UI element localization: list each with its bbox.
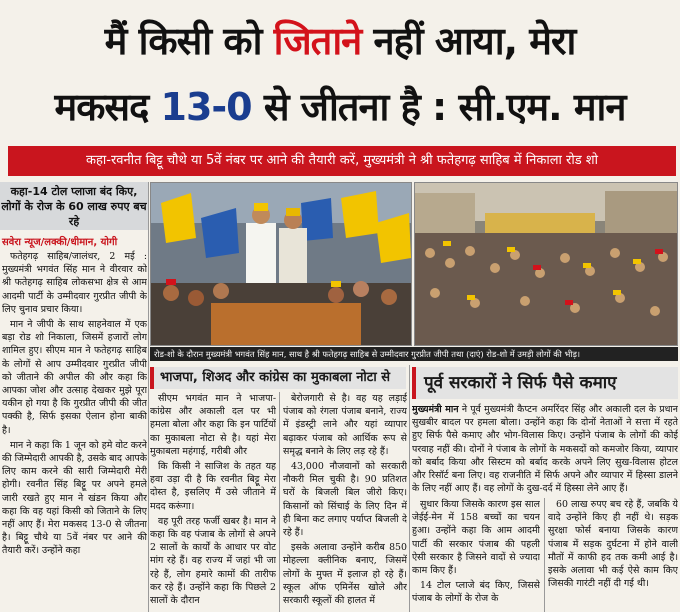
paragraph: सीएम भगवंत मान ने भाजपा-कांग्रेस और अकाली दल पर भी हमला बोला और कहा कि इन पार्टियों का मुकाबला नोटा से है। यहां मेरा मुकाबला महंगाई, गरीबी और	[150, 393, 276, 457]
lead-in: मुख्यमंत्री मान	[412, 404, 459, 415]
paragraph: वह पूरी तरह फर्जी खबर है। मान ने कहा कि वह पंजाब के लोगों से अपने 2 सालों के कार्यों के आधार पर वोट मांग रहे हैं। वह राज्य में जहां भी जा रहे हैं, लोग हमारे कामों की तारीफ कर रहे हैं। उन्होंने कहा कि पिछले 2 सालों के दौरान	[150, 515, 276, 607]
headline-part: से जीतना है : सी.एम. मान	[251, 85, 626, 129]
headline-part: नहीं आया, मेरा	[361, 19, 576, 63]
section1-column-b	[283, 392, 407, 612]
section2-column-b	[548, 498, 678, 612]
subheadline-bar: कहा-रवनीत बिट्टू चौथे या 5वें नंबर पर आने की तैयारी करें, मुख्यमंत्री ने श्री फतेहगढ़ साहिब में निकाला रोड शो	[8, 146, 676, 176]
section-heading-previous-governments: पूर्व सरकारों ने सिर्फ पैसे कमाए	[412, 367, 678, 399]
paragraph: 60 लाख रुपए बच रहे हैं, जबकि ये वादे उन्होंने किए ही नहीं थे। सड़क सुरक्षा फोर्स बनाया जिसके कारण पंजाब में सड़क दुर्घटना में होने वाली मौतों में काफी हद तक कमी आई है। इसके अलावा भी कई ऐसे काम किए जिसकी गारंटी नहीं दी गई थी।	[548, 499, 678, 590]
roadshow-photo-graphic	[151, 183, 412, 346]
paragraph: कि किसी ने साजिश के तहत यह हवा उड़ा दी है कि रवनीत बिट्टू मेरा दोस्त है, इसलिए मैं उसे जीताने में मदद करूंगा।	[150, 461, 276, 512]
paragraph: मान ने कहा कि 1 जून को हमे वोट करने की जिम्मेदारी आपकी है, उसके बाद आपके लिए काम करने की सारी जिम्मेदारी मेरी होगी। रवनीत सिंह बिट्टू पर अपने हमले जारी रखते हुए मान ने खंडन किया और कहा कि वह यहां किसी को जिताने के लिए नहीं आए हैं। मेरा मकसद 13-0 से जीतना है। बिट्टू चौथे या 5वें नंबर पर आने की तैयारी करें। उन्होंने कहा	[2, 439, 147, 557]
headline-highlight-blue: 13-0	[160, 85, 252, 129]
paragraph: इसके अलावा उन्होंने करीब 850 मोहल्ला क्लीनिक बनाए, जिसमें लोगों के मुफ्त में इलाज हो रहे हैं। स्कूल ऑफ एमिनेंस खोले और सरकारी स्कूलों की हालत में	[283, 542, 407, 607]
photo-roadshow-crowd	[414, 182, 678, 346]
section2-intro	[412, 403, 678, 495]
photo-roadshow-cm	[150, 182, 412, 346]
paragraph: 14 टोल प्लाजे बंद किए, जिससे पंजाब के लोगों के रोज के	[412, 580, 540, 605]
headline-part: मैं किसी को	[104, 19, 274, 63]
column-divider	[409, 365, 410, 612]
section2-column-a	[412, 498, 540, 612]
byline: सवेरा न्यूज/लक्की/धीमान, योगी	[2, 237, 118, 248]
column-divider	[279, 392, 280, 612]
headline-highlight-red: जिताने	[273, 19, 362, 63]
paragraph: 43,000 नौजवानों को सरकारी नौकरी मिल चुकी है। 90 प्रतिशत घरों के बिजली बिल जीरो किए। किसानों को सिंचाई के लिए दिन में ही बिना कट लगाए पर्याप्त बिजली दे रहे हैं।	[283, 461, 407, 539]
sidebar-highlight-box: कहा-14 टोल प्लाजा बंद किए, लोगों के रोज के 60 लाख रुपए बच रहे	[0, 182, 148, 230]
crowd-photo-graphic	[415, 183, 678, 346]
column-divider	[148, 182, 149, 612]
section1-column-a	[150, 392, 276, 612]
paragraph: बेरोजगारी से है। वह यह लड़ाई पंजाब को रंगला पंजाब बनाने, राज्य में इंडस्ट्री लाने और यहां व्यापार बढ़ाकर पंजाब को आर्थिक रूप से समृद्ध बनाने के लिए लड़ रहे हैं।	[283, 393, 407, 457]
paragraph: मान ने जीपी के साथ साहनेवाल में एक बड़ा रोड शो निकाला, जिसमें हजारों लोग शामिल हुए। सीएम मान ने फतेहगढ़ साहिब के लोगों से आप उम्मीदवार गुरप्रीत जीपी को जीताने की अपील की और कहा कि आपका जोश और उत्साह देखकर मुझे पूरा यकीन हो गया है कि गुरप्रीत जीपी की जीत पक्की है, सिर्फ इसका ऐलान होना बाकी है।	[2, 319, 147, 436]
headline-line-1	[0, 16, 680, 66]
paragraph: सुधार किया जिसके कारण इस साल जेईई-मेन में 158 बच्चों का चयन हुआ। उन्होंने कहा कि आम आदमी पार्टी की सरकार पंजाब की पहली ऐसी सरकार है जिसने वादों से ज्यादा काम किए हैं।	[412, 499, 540, 577]
paragraph: फतेहगढ़ साहिब/जालंधर, 2 मई : मुख्यमंत्री भगवंत सिंह मान ने वीरवार को श्री फतेहगढ़ साहिब लोकसभा क्षेत्र से आम आदमी पार्टी के उम्मीदवार गुरप्रीत जीपी के लिए चुनाव प्रचार किया।	[2, 251, 147, 315]
section-heading-nota: भाजपा, शिअद और कांग्रेस का मुकाबला नोटा से	[150, 367, 406, 389]
headline-line-2	[0, 82, 680, 132]
column-divider	[544, 498, 545, 612]
article-column-1	[2, 250, 147, 612]
paragraph: ने पूर्व मुख्यमंत्री कैप्टन अमरिंदर सिंह और अकाली दल के प्रधान सुखबीर बादल पर हमला बोला। उन्होंने कहा कि दोनों नेताओं ने सत्ता में रहते हुए सिर्फ पैसे कमाए और भोग-विलास किए। उन्होंने पंजाब के लोगों की कोई परवाह नहीं की। दोनों ने पंजाब के लोगों के मकसदों को कमजोर किया, व्यापार को बर्बाद किया और सिस्टम को बर्बाद करके अपने लिए सुख-विलास होटल और रिसॉर्ट बना लिए। वह राजनीति में सिर्फ अपने और व्यापार में हिस्सा डालने के लिए नहीं आए हैं। वह लोगों के दुख-दर्द में हिस्सा लेने आए हैं।	[412, 404, 678, 495]
photo-caption: रोड-शो के दौरान मुख्यमंत्री भगवंत सिंह मान, साथ है श्री फतेहगढ़ साहिब से उम्मीदवार गुरप्रीत जीपी तथा (दाएं) रोड-शो में उमड़ी लोगों की भीड़।	[150, 347, 678, 361]
headline-part: मकसद	[54, 85, 161, 129]
